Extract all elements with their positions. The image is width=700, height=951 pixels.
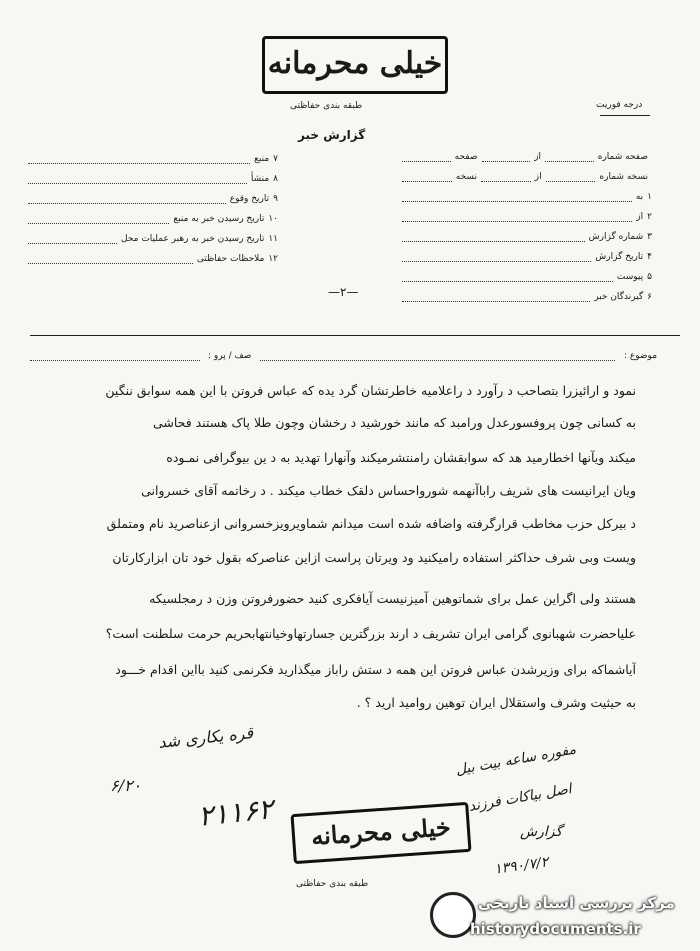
field-mid-label: از <box>534 152 542 162</box>
body-line: میکند ویآنها اخطارمید هد که سوابقشان رامنتشرمیکند وآنهارا تهدید به د ین بیوگرافی نمـوده <box>166 450 636 465</box>
body-line: علیاحضرت شهبانوی گرامی ایران تشریف د ارند بزرگترین جسارتهاوخیانتهابحریم حرمت سلطنت است؟ <box>105 626 636 641</box>
field-number: ۴ <box>647 252 652 262</box>
subject-dots <box>260 360 615 361</box>
right-field-row <box>402 152 652 162</box>
handwritten-right-2: اصل بیاکات فرزند <box>467 781 573 815</box>
handwritten-right-1: مفوره ساعه بیت بیل <box>454 741 578 779</box>
class-dots <box>30 360 200 361</box>
priority-label: درجه فوریت <box>596 100 643 110</box>
watermark-title: مرکز بررسی اسناد تاریخی <box>478 894 675 912</box>
field-number: ۹ <box>273 194 278 204</box>
field-label: تاریخ گزارش <box>595 252 644 262</box>
field-number: ۱۲ <box>268 254 278 264</box>
field-number: ۱ <box>647 192 652 202</box>
watermark-url: historydocuments.ir <box>470 920 641 938</box>
report-title: گزارش خبر <box>298 128 366 142</box>
header-divider <box>30 335 680 336</box>
field-number: ۷ <box>273 154 278 164</box>
handwritten-date-left: ۶/۲۰ <box>110 776 142 795</box>
body-line: به کسانی چون پروفسورعدل ورامبد که مانند خورشید د رخشان وچون طلا پاک هستند فحاشی <box>152 415 636 430</box>
left-field-row <box>28 234 278 244</box>
handwritten-date-right: ۱۳۹۰/۷/۲ <box>493 854 550 878</box>
field-number: ۱۱ <box>268 234 278 244</box>
field-label: ملاحظات حفاظتی <box>196 254 265 264</box>
field-label: منشأ <box>250 174 270 184</box>
right-field-row <box>402 252 652 262</box>
field-label: شماره گزارش <box>588 232 644 242</box>
field-label: منبع <box>254 154 270 164</box>
field-label: پیوست <box>616 272 644 282</box>
left-field-row <box>28 174 278 184</box>
security-level-label: طبقه بندی حفاظتی <box>290 101 363 111</box>
body-line: ویست وبی شرف حداکثر استفاده رامیکنید ود ویرتان پراست ازاین عناصرکه بقول خود تان ابزارکارتان <box>112 550 636 565</box>
field-number: ۶ <box>647 292 652 302</box>
body-line: د بیرکل حزب مخاطب قرارگرفته واضافه شده است میدانم شماویرویزخسروانی ازعناصرید نام ومتملق <box>106 516 636 531</box>
field-label: صفحه شماره <box>597 152 648 162</box>
field-label: تاریخ وقوع <box>229 194 270 204</box>
field-number: ۲ <box>647 212 652 222</box>
field-label: تاریخ رسیدن خبر به منبع <box>173 214 265 224</box>
body-line: هستند ولی اگراین عمل برای شماتوهین آمیزنیست آیافکری کنید حضورفروتن وزن د رمجلسیکه <box>149 591 636 606</box>
right-field-row <box>402 172 652 182</box>
handwritten-note-left: قره یکاری شد <box>157 723 254 752</box>
body-line: آیاشماکه برای وزیرشدن عباس فروتن این همه د ستش راباز میگذارید فکرنمی کنید بااین اقدام خـــود <box>115 662 636 677</box>
right-field-row <box>402 292 652 302</box>
field-number: ۳ <box>647 232 652 242</box>
left-field-row <box>28 214 278 224</box>
class-label: صف / پرو : <box>208 351 252 361</box>
field-number: ۱۰ <box>268 214 278 224</box>
handwritten-right-3: گزارش <box>520 824 563 840</box>
body-line: ویان ایرانیست های شریف راباآنهمه شورواحساس دلقک خطاب میکند . د رخاتمه آقای خسروانی <box>141 483 636 498</box>
body-line: نمود و ارائیزرا بتصاحب د رآورد د راعلامیه خاطرتشان گرد یده که عباس فروتن با این همه سوابق ننگین <box>105 383 636 398</box>
right-field-row <box>402 272 652 282</box>
field-mid-label: صفحه <box>454 152 478 162</box>
field-number: ۸ <box>273 174 278 184</box>
left-field-row <box>28 154 278 164</box>
subject-label: موضوع : <box>624 351 658 361</box>
field-label: به <box>635 192 644 202</box>
classification-stamp-bottom: خیلی محرمانه <box>290 802 471 864</box>
left-field-row <box>28 254 278 264</box>
right-field-row <box>402 232 652 242</box>
handwritten-number: ۲۱۱۶۲ <box>196 792 275 833</box>
field-label: تاریخ رسیدن خبر به رهبر عملیات محل <box>121 234 265 244</box>
body-line: به حیثیت وشرف واستقلال ایران توهین روامید ارید ؟ . <box>356 695 636 710</box>
field-number: ۵ <box>647 272 652 282</box>
field-label: گیرندگان خبر <box>594 292 644 302</box>
right-field-row <box>402 192 652 202</box>
field-mid-label: نسخه <box>455 172 477 182</box>
left-field-row <box>28 194 278 204</box>
security-level-label-bottom: طبقه بندی حفاظتی <box>296 879 369 889</box>
field-mid-label: از <box>534 172 542 182</box>
right-field-row <box>402 212 652 222</box>
field-label: نسخه شماره <box>599 172 648 182</box>
page-marker: —۲— <box>328 285 359 299</box>
classification-stamp-top: خیلی محرمانه <box>262 36 448 94</box>
field-label: از <box>636 212 644 222</box>
